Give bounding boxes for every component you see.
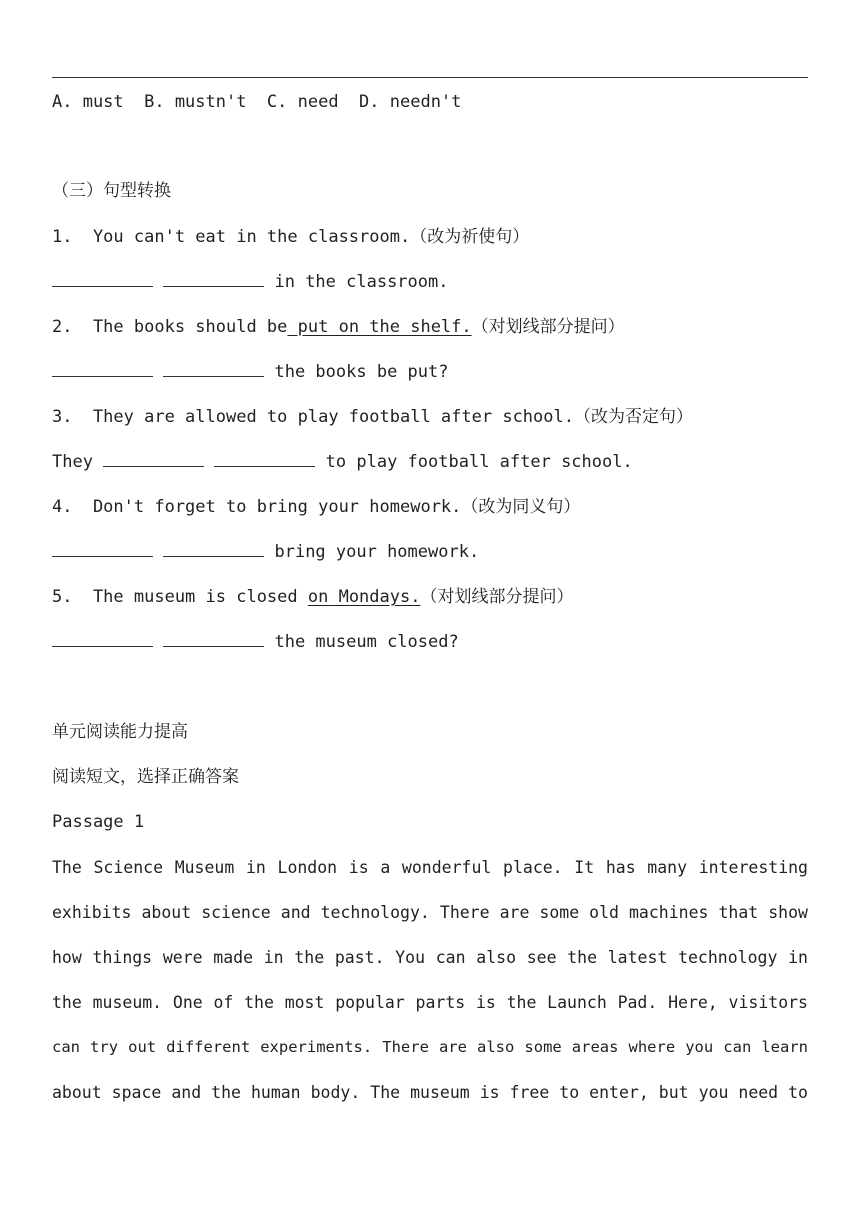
answer-blank[interactable] xyxy=(52,541,153,557)
mc-options: A. must B. mustn't C. need D. needn't xyxy=(52,92,462,112)
passage-line: can try out different experiments. There are also some areas where you can learn xyxy=(52,1038,808,1056)
question-4: 4. Don't forget to bring your homework.（改为同义句） xyxy=(52,497,581,517)
answer-blank[interactable] xyxy=(103,451,204,467)
top-divider xyxy=(52,77,808,78)
answer-1: in the classroom. xyxy=(52,270,448,294)
passage-line: how things were made in the past. You can also see the latest technology in xyxy=(52,948,808,967)
reading-instruction: 阅读短文，选择正确答案 xyxy=(52,767,239,787)
question-3: 3. They are allowed to play football after school.（改为否定句） xyxy=(52,407,693,427)
answer-blank[interactable] xyxy=(163,271,264,287)
question-1: 1. You can't eat in the classroom.（改为祈使句） xyxy=(52,227,530,247)
answer-3: They to play football after school. xyxy=(52,452,633,472)
answer-blank[interactable] xyxy=(214,451,315,467)
question-hint: （改为否定句） xyxy=(573,407,693,427)
question-hint: （对划线部分提问） xyxy=(471,317,625,337)
answer-blank[interactable] xyxy=(163,631,264,647)
question-hint: （改为同义句） xyxy=(461,497,581,517)
passage-line: the museum. One of the most popular parts is the Launch Pad. Here, visitors xyxy=(52,993,808,1012)
passage-line: about space and the human body. The museum is free to enter, but you need to xyxy=(52,1083,808,1102)
question-5: 5. The museum is closed on Mondays.（对划线部分提问） xyxy=(52,587,574,607)
question-hint: （改为祈使句） xyxy=(410,227,530,247)
section-title: （三）句型转换 xyxy=(52,181,171,201)
underlined-part: put on the shelf. xyxy=(287,317,472,337)
question-hint: （对划线部分提问） xyxy=(420,587,574,607)
answer-blank[interactable] xyxy=(52,361,153,377)
answer-5: the museum closed? xyxy=(52,630,459,654)
answer-blank[interactable] xyxy=(163,361,264,377)
passage-title: Passage 1 xyxy=(52,812,145,832)
answer-4: bring your homework. xyxy=(52,540,479,564)
passage-line: exhibits about science and technology. There are some old machines that show xyxy=(52,903,808,922)
answer-2: the books be put? xyxy=(52,360,448,384)
answer-blank[interactable] xyxy=(52,271,153,287)
unit-title: 单元阅读能力提高 xyxy=(52,722,188,742)
answer-blank[interactable] xyxy=(52,631,153,647)
underlined-part: on Mondays. xyxy=(307,587,421,607)
answer-blank[interactable] xyxy=(163,541,264,557)
passage-line: The Science Museum in London is a wonderful place. It has many interesting xyxy=(52,858,808,877)
question-2: 2. The books should be put on the shelf.（对划线部分提问） xyxy=(52,317,625,337)
passage-body xyxy=(52,845,808,1115)
